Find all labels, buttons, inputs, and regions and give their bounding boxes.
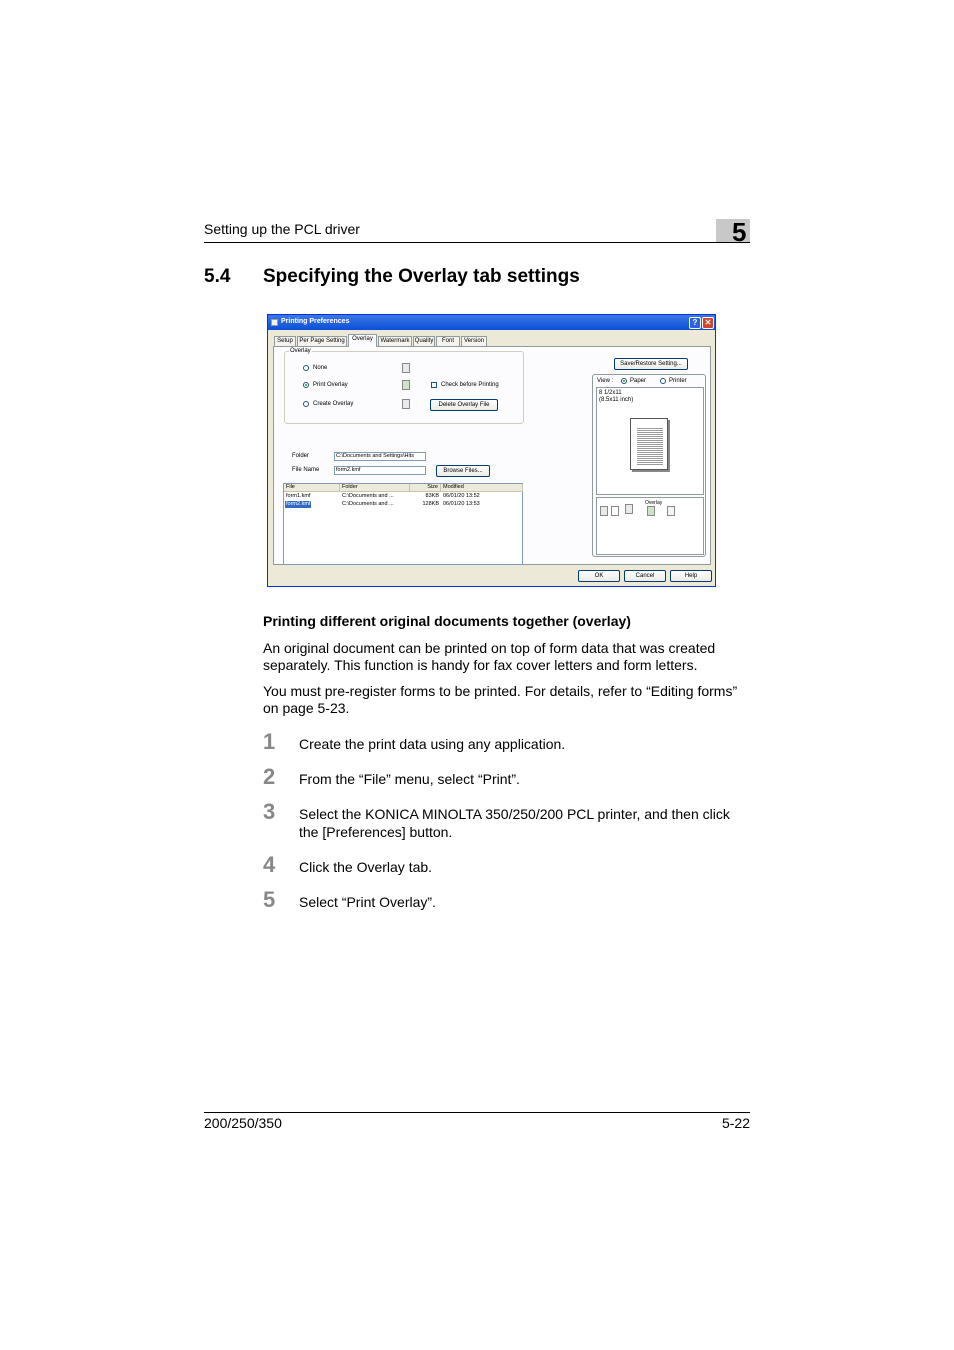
tab-quality[interactable]: Quality <box>414 338 434 344</box>
running-header: Setting up the PCL driver <box>204 221 360 237</box>
step-number: 2 <box>263 764 276 789</box>
check-before-printing-label: Check before Printing <box>441 382 499 388</box>
section-number: 5.4 <box>204 266 231 287</box>
paragraph-intro: An original document can be printed on top of form data that was created separately. This function is handy for fax cover letters and form letters. <box>263 640 716 673</box>
document-icon <box>611 506 619 516</box>
printer-output-icon <box>600 506 608 516</box>
paper-preview-image <box>630 418 668 470</box>
column-header-file[interactable]: File <box>284 484 340 492</box>
column-header-size[interactable]: Size <box>410 484 441 492</box>
radio-print-overlay-label: Print Overlay <box>313 382 348 388</box>
radio-create-overlay[interactable] <box>303 401 309 407</box>
step-number: 4 <box>263 852 276 877</box>
step-number: 5 <box>263 887 276 912</box>
row-folder: C:\Documents and ... <box>342 501 394 507</box>
folder-label: Folder <box>292 453 310 459</box>
section-title: Specifying the Overlay tab settings <box>263 266 580 287</box>
overlay-tab-panel <box>273 346 711 565</box>
subheading: Printing different original documents together (overlay) <box>263 613 631 629</box>
blank-page-icon <box>667 506 675 516</box>
dialog-titlebar <box>268 315 715 330</box>
step-number: 1 <box>263 729 276 754</box>
overlay-file-list[interactable] <box>283 483 523 565</box>
view-printer-label: Printer <box>669 378 687 384</box>
view-paper-label: Paper <box>630 378 647 384</box>
radio-print-overlay[interactable] <box>303 382 309 388</box>
paper-text-lines <box>637 427 663 465</box>
radio-create-overlay-label: Create Overlay <box>313 401 354 407</box>
overlay-groupbox <box>284 348 524 424</box>
cancel-button[interactable]: Cancel <box>624 570 666 582</box>
radio-view-printer[interactable] <box>660 378 666 384</box>
pages-icon <box>625 504 633 514</box>
footer-model: 200/250/350 <box>204 1115 282 1131</box>
header-rule <box>204 242 750 243</box>
tab-setup[interactable]: Setup <box>274 336 296 346</box>
step-text: Click the Overlay tab. <box>299 859 433 875</box>
check-before-printing-checkbox[interactable] <box>431 382 437 388</box>
dialog-title: Printing Preferences <box>281 318 350 325</box>
tab-version[interactable]: Version <box>461 336 487 346</box>
print-overlay-icon <box>402 380 410 390</box>
overlay-thumb-label: Overlay <box>645 500 663 506</box>
step-text: From the “File” menu, select “Print”. <box>299 771 520 787</box>
column-header-folder[interactable]: Folder <box>340 484 410 492</box>
chapter-number: 5 <box>732 217 747 247</box>
tab-watermark[interactable]: Watermark <box>378 336 412 346</box>
row-size: 83KB <box>425 493 439 499</box>
tab-font[interactable]: Font <box>436 336 460 346</box>
paragraph-preregister: You must pre-register forms to be printed. For details, refer to “Editing forms” on page 5-23. <box>263 683 738 716</box>
help-icon[interactable]: ? <box>689 317 701 329</box>
radio-view-paper[interactable] <box>621 378 627 384</box>
save-restore-setting-button[interactable]: Save/Restore Setting... <box>614 358 688 370</box>
folder-field[interactable]: C:\Documents and Settings\Hits <box>334 452 426 461</box>
tab-per-page-setting[interactable]: Per Page Setting <box>297 336 347 346</box>
close-icon[interactable]: ✕ <box>702 317 714 329</box>
step-text: Select the KONICA MINOLTA 350/250/200 PCL printer, and then click the [Preferences] button. <box>299 806 730 840</box>
footer-rule <box>204 1112 750 1113</box>
file-name-field[interactable]: form2.kmf <box>334 466 426 475</box>
radio-none-label: None <box>313 365 328 371</box>
footer-page-number: 5-22 <box>721 1115 750 1131</box>
file-name-label: File Name <box>292 467 320 473</box>
radio-none[interactable] <box>303 365 309 371</box>
row-folder: C:\Documents and ... <box>342 493 394 499</box>
row-file: form1.kmf <box>286 493 311 499</box>
overlay-page-icon <box>647 506 655 516</box>
create-overlay-icon <box>402 399 410 409</box>
paper-preview <box>596 387 704 495</box>
row-file-selected: form2.kmf <box>286 501 311 507</box>
step-number: 3 <box>263 799 276 824</box>
printing-preferences-dialog <box>267 314 716 587</box>
overlay-thumbnails <box>596 497 704 555</box>
row-modified: 06/01/20 13:52 <box>443 493 480 499</box>
help-button[interactable]: Help <box>670 570 712 582</box>
row-size: 128KB <box>422 501 439 507</box>
view-label: View : <box>597 378 614 384</box>
paper-size-label: 8 1/2x11 <box>599 390 622 396</box>
tab-overlay[interactable]: Overlay <box>348 334 377 347</box>
step-text: Create the print data using any application. <box>299 736 566 752</box>
step-text: Select “Print Overlay”. <box>299 894 436 910</box>
preview-area <box>592 374 706 557</box>
browse-files-button[interactable]: Browse Files... <box>436 465 490 477</box>
paper-size-inch-label: (8.5x11 inch) <box>599 397 634 403</box>
overlay-group-label: Overlay <box>290 348 311 354</box>
row-modified: 06/01/20 13:53 <box>443 501 480 507</box>
column-header-modified[interactable]: Modified <box>441 484 523 492</box>
ok-button[interactable]: OK <box>578 570 620 582</box>
none-icon <box>402 363 410 373</box>
printer-icon <box>271 319 278 326</box>
delete-overlay-file-button[interactable]: Delete Overlay File <box>430 399 498 411</box>
